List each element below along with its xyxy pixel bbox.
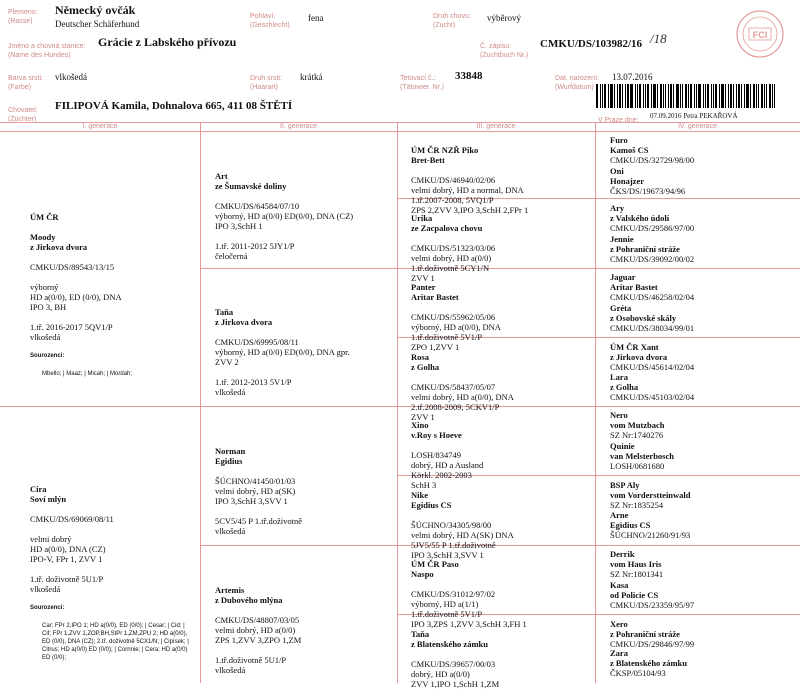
gen3-item-6-name: Nike Egidius CS	[411, 490, 452, 510]
gen4-item-1-name: Furo Kamoš CS	[610, 135, 649, 155]
barcode-bar	[673, 84, 674, 108]
barcode-bar	[713, 84, 714, 108]
prize-label: V Praze dne:	[598, 117, 639, 124]
barcode-bar	[696, 84, 697, 108]
barcode-bar	[769, 84, 771, 108]
gen2-item-3	[215, 436, 393, 546]
gen4-item-10-name: Quinie van Melsterbosch	[610, 441, 674, 461]
barcode-bar	[761, 84, 763, 108]
gen4-item-12-name: Arne Egidius CS	[610, 510, 651, 530]
col-line-2	[397, 122, 398, 683]
gen4-item-3-name: Ary z Valského údolí	[610, 203, 670, 223]
barcode-bar	[610, 84, 613, 108]
breeder-value: FILIPOVÁ Kamila, Dohnalova 665, 411 08 ŠTĚTÍ	[55, 100, 293, 112]
barcode-bar	[627, 84, 629, 108]
barcode-bar	[625, 84, 626, 108]
barcode-bar	[744, 84, 745, 108]
gen2-item-1	[215, 161, 393, 271]
gen4-item-1-details: CMKU/DS/32729/98/00	[610, 155, 695, 165]
gen3-item-1-name: ÚM ČR NZŘ Piko Bret-Bett	[411, 145, 479, 165]
breed-value: Německý ovčák	[55, 3, 136, 17]
gen1-dam-siblings-label: Sourozenci:	[30, 605, 65, 611]
barcode-bar	[764, 84, 765, 108]
gen4-item-14	[610, 580, 795, 610]
gen4-item-10	[610, 441, 795, 471]
gen2-item-4-details: CMKU/DS/48807/03/05 velmi dobrý, HD a(0/0) ZPS 1,ZVV 3,ZPO 1,ZM 1.tř.doživotně 5U1/P vlkošedá	[215, 615, 302, 675]
gen2-item-3-name: Norman Egidius	[215, 446, 246, 466]
barcode-bar	[774, 84, 775, 108]
gen2-item-2	[215, 297, 393, 407]
gen3-item-6-details: ŠÚCHNO/34305/98/00 velmi dobrý, HD A(SK) DNA 5JV5/55 P 1.tř.doživotně IPO 3,SchH 3,SVV 1	[411, 520, 514, 560]
gen4-item-15-name: Xero z Pohraniční stráže	[610, 619, 680, 639]
gen3-item-5-name: Xino v.Roy s Hoeve	[411, 420, 462, 440]
registration-value: CMKU/DS/103982/16	[540, 38, 643, 50]
barcode-bar	[758, 84, 759, 108]
row-line-gen1	[0, 406, 800, 407]
datum-label: Dat. narození: (Wurfdatum)	[555, 75, 599, 91]
table-header-line	[0, 131, 800, 132]
gen4-item-5	[610, 272, 795, 302]
barcode-bar	[705, 84, 706, 108]
barcode-bar	[635, 84, 636, 108]
gen3-item-8-name: Taňa z Blatenského zámku	[411, 629, 488, 649]
zapis-label: Č. zápisu: (Zuchtbuch Nr.)	[480, 43, 529, 59]
barcode-bar	[733, 84, 734, 108]
barcode-bar	[766, 84, 767, 108]
gen4-item-16	[610, 648, 795, 678]
barcode-bar	[614, 84, 615, 108]
gen-1-header: I. generace	[82, 123, 118, 130]
barcode-bar	[746, 84, 749, 108]
barcode-bar	[750, 84, 751, 108]
barcode-bar	[690, 84, 692, 108]
gen3-item-5-details: LOSH/834749 dobrý, HD a Ausland Körkl. 2002-2003 SchH 3	[411, 450, 484, 490]
gen3-item-8-details: CMKU/DS/39657/00/03 dobrý, HD a(0/0) ZVV 1,IPO 1,SchH 1,ZM	[411, 659, 500, 689]
barcode-bar	[703, 84, 704, 108]
barcode-bar	[663, 84, 664, 108]
chovatel-label: Chovatel: (Züchter)	[8, 107, 38, 123]
barcode-bar	[694, 84, 695, 108]
barcode-bar	[617, 84, 618, 108]
barcode-bar	[660, 84, 662, 108]
gen1-dam-siblings: Car; FPr 2,IPO 1; HD a(0/0), ED (0/0); | Cesar; | Cid; | Cif; FPr 1,ZVV 1,ZOP,BH,StPr 1,ZM,ZPU 2; HD a(0/0), ED (0/0), DNA (CZ); 2.tř. doživotně 5CX1/N; | Cipísek; | Citrus; HD a(0/0) ED (0/0); | Cornnie; | Cera; HD a(0/0) ED (0/0);	[42, 623, 189, 661]
barcode-bar	[736, 84, 737, 108]
gen4-item-2	[610, 166, 795, 196]
tattoo-value: 33848	[455, 70, 483, 82]
barcode-bar	[719, 84, 720, 108]
gen4-item-14-details: CMKU/DS/23359/95/97	[610, 600, 695, 610]
gen2-item-1-details: CMKU/DS/64584/07/10 výborný, HD a(0/0) ED(0/0), DNA (CZ) IPO 3,SchH 1 1.tř. 2011-2012 5JY1/P čeločerná	[215, 201, 354, 261]
barcode-bar	[728, 84, 729, 108]
gen4-item-12-details: ŠÚCHNO/21260/91/93	[610, 530, 691, 540]
gen4-item-9-name: Nero vom Mutzbach	[610, 410, 665, 430]
barcode-bar	[657, 84, 658, 108]
barcode-bar	[639, 84, 641, 108]
gen2-item-4	[215, 575, 393, 685]
gen1-dam-name: Cira Soví mlýn	[30, 484, 67, 504]
barcode-bar	[596, 84, 598, 108]
gen1-dam-details: CMKU/DS/69069/08/11 velmi dobrý HD a(0/0), DNA (CZ) IPO-V, FPr 1, ZVV 1 1.tř. doživotně 5U1/P vlkošedá	[30, 514, 114, 594]
barcode	[596, 84, 777, 108]
barcode-bar	[630, 84, 633, 108]
barcode-bar	[600, 84, 601, 108]
barcode-bar	[608, 84, 609, 108]
gen3-item-2-name: Urika ze Zacpalova chovu	[411, 213, 483, 233]
gen4-item-5-details: CMKU/DS/46258/02/04	[610, 292, 695, 302]
barcode-bar	[622, 84, 623, 108]
fci-logo	[735, 9, 785, 59]
gen1-sire-name: ÚM ČR Moody z Jirkova dvora	[30, 212, 88, 252]
barcode-bar	[707, 84, 709, 108]
gen4-item-15-details: CMKU/DS/29846/97/99	[610, 639, 695, 649]
barcode-bar	[680, 84, 681, 108]
col-line-3	[595, 122, 596, 683]
registration-handwritten: /18	[650, 31, 667, 46]
barva-label: Barva srsti: (Farbe)	[8, 75, 44, 91]
gen4-item-11-name: BSP Aly vom Vorderstteinwald	[610, 480, 691, 500]
barcode-bar	[604, 84, 606, 108]
dog-name-value: Grácie z Labského přívozu	[98, 35, 237, 49]
barcode-bar	[715, 84, 717, 108]
gen4-item-13-name: Derrik vom Haus Iris	[610, 549, 662, 569]
gen3-item-4-name: Rosa z Golha	[411, 352, 440, 372]
gen4-item-13-details: SZ Nr:1801341	[610, 569, 664, 579]
gen4-item-4-details: CMKU/DS/39092/00/02	[610, 254, 695, 264]
gen4-item-7-details: CMKU/DS/45614/02/04	[610, 362, 695, 372]
gen4-item-6	[610, 303, 795, 333]
gen4-item-16-details: ČKSP/05104/93	[610, 668, 666, 678]
gen-2-header: II. generace	[280, 123, 317, 130]
barcode-bar	[668, 84, 669, 108]
barcode-bar	[602, 84, 603, 108]
gen4-item-7-name: ÚM ČR Xant z Jirkova dvora	[610, 342, 668, 362]
gen4-item-3-details: CMKU/DS/29586/97/00	[610, 223, 695, 233]
sex-value: fena	[308, 13, 324, 23]
barcode-bar	[645, 84, 646, 108]
barcode-bar	[682, 84, 683, 108]
gen2-item-1-name: Art ze Šumavské doliny	[215, 171, 287, 191]
gen-3-header: III. generace	[476, 123, 516, 130]
gen2-item-3-details: ŠÚCHNO/41450/01/03 velmi dobrý, HD a(SK) IPO 3,SchH 3,SVV 1 5CV5/45 P 1.tř.doživotně vlkošedá	[215, 476, 303, 536]
gen3-item-4-details: CMKU/DS/58437/05/07 velmi dobrý, HD a(0/0), DNA 2.tř.2008-2009, 5CKV1/P ZVV 1	[411, 382, 514, 422]
barcode-bar	[637, 84, 638, 108]
barcode-bar	[643, 84, 644, 108]
coat-value: krátká	[300, 72, 323, 82]
gen4-item-6-name: Gréta z Osobovské skály	[610, 303, 677, 323]
barcode-bar	[698, 84, 701, 108]
gen1-sire-siblings: Mbello; | Maaz; | Micah; | Mordah;	[42, 371, 133, 377]
gen4-item-8-name: Lara z Golha	[610, 372, 639, 392]
gen4-item-8	[610, 372, 795, 402]
barcode-bar	[721, 84, 724, 108]
gen4-item-6-details: CMKU/DS/38034/99/01	[610, 323, 695, 333]
gen2-item-2-name: Taňa z Jirkova dvora	[215, 307, 273, 327]
gen3-item-3-name: Panter Aritar Bastet	[411, 282, 459, 302]
barcode-bar	[711, 84, 712, 108]
gen1-sire	[30, 202, 195, 388]
gen4-item-4	[610, 234, 795, 264]
gen3-item-8	[411, 619, 593, 699]
birth-date-value: 13.07.2016	[612, 72, 653, 82]
barcode-bar	[653, 84, 656, 108]
gen4-item-5-name: Jaguar Aritar Bastet	[610, 272, 658, 292]
barcode-bar	[685, 84, 687, 108]
barcode-bar	[725, 84, 726, 108]
gen1-dam	[30, 474, 195, 672]
barcode-bar	[772, 84, 773, 108]
barcode-bar	[676, 84, 679, 108]
gen4-item-9	[610, 410, 795, 440]
gen4-item-16-name: Zara z Blatenského zámku	[610, 648, 687, 668]
druh-srsti-label: Druh srsti: (Haarart)	[250, 75, 282, 91]
col-line-1	[200, 122, 201, 683]
gen4-item-11	[610, 480, 795, 510]
barcode-bar	[738, 84, 740, 108]
gen4-item-14-name: Kasa od Policie CS	[610, 580, 659, 600]
barcode-bar	[741, 84, 742, 108]
breed-value-de: Deutscher Schäferhund	[55, 19, 140, 29]
gen3-item-1-details: CMKU/DS/46940/02/06 velmi dobrý, HD a normal, DNA 1.tř.2007-2008, 5VQ1/P ZPS 2,ZVV 3,IPO 3,SchH 2,FPr 1	[411, 175, 529, 215]
gen-4-header: IV. generace	[677, 123, 718, 130]
gen3-item-7-details: CMKU/DS/31012/97/02 výborný, HD a(1/1) 1.tř.doživotně 5V1/P IPO 3,ZPS 1,ZVV 3,SchH 3,FH 1	[411, 589, 527, 629]
gen4-item-15	[610, 619, 795, 649]
gen4-item-1	[610, 135, 795, 165]
gen4-item-8-details: CMKU/DS/45103/02/04	[610, 392, 695, 402]
gen4-item-9-details: SZ Nr:1740276	[610, 430, 664, 440]
druh-chovu-label: Druh chovu: (Zucht)	[433, 13, 471, 29]
tetovaci-label: Tetovací č.: (Tätowier. Nr.)	[400, 75, 444, 91]
gen3-item-3-details: CMKU/DS/55962/05/06 výborný, HD a(0/0), DNA 1.tř.doživotně 5V1/P ZPO 1,ZVV 1	[411, 312, 501, 352]
barcode-bar	[756, 84, 757, 108]
gen4-item-2-name: Oni Honajzer	[610, 166, 644, 186]
barcode-bar	[647, 84, 649, 108]
gen3-item-7-name: ÚM ČR Paso Naspo	[411, 559, 459, 579]
gen2-item-4-name: Artemis z Dubového mlýna	[215, 585, 283, 605]
gen4-item-3	[610, 203, 795, 233]
barcode-bar	[730, 84, 732, 108]
gen4-item-7	[610, 342, 795, 372]
barcode-bar	[619, 84, 621, 108]
color-value: vlkošedá	[55, 72, 87, 82]
gen4-item-10-details: LOSH/0681680	[610, 461, 665, 471]
gen4-item-13	[610, 549, 795, 579]
gen3-item-2-details: CMKU/DS/51323/03/06 velmi dobrý, HD a(0/0) 1.tř.doživotně 5CY1/N ZVV 1	[411, 243, 496, 283]
gen1-sire-details: CMKU/DS/89543/13/15 výborný HD a(0/0), ED (0/0), DNA IPO 3, BH 1.tř. 2016-2017 5QV1/P vlkošedá	[30, 262, 122, 342]
breeding-type-value: výběrový	[487, 13, 521, 23]
barcode-bar	[665, 84, 666, 108]
pohlavi-label: Pohlaví: (Geschlecht)	[250, 13, 290, 29]
gen4-item-12	[610, 510, 795, 540]
gen2-item-2-details: CMKU/DS/69995/08/11 výborný, HD a(0/0) ED(0/0), DNA gpr. ZVV 2 1.tř. 2012-2013 5V1/P vlkošedá	[215, 337, 350, 397]
gen4-item-4-name: Jennie z Pohraniční stráže	[610, 234, 680, 254]
plemeno-label: Plemeno: (Rasse)	[8, 9, 38, 25]
gen4-item-2-details: ČKS/DS/19673/94/96	[610, 186, 686, 196]
gen4-item-11-details: SZ Nr:1835254	[610, 500, 664, 510]
print-note: 07.09.2016 Petra PEKAŘOVÁ	[650, 112, 738, 120]
gen1-sire-siblings-label: Sourozenci:	[30, 353, 65, 359]
jmeno-label: Jméno a chovná stanice: (Name des Hundes)	[8, 43, 86, 59]
barcode-bar	[651, 84, 652, 108]
barcode-bar	[688, 84, 689, 108]
barcode-bar	[670, 84, 672, 108]
svg-text:FCI: FCI	[752, 30, 768, 40]
barcode-bar	[753, 84, 755, 108]
